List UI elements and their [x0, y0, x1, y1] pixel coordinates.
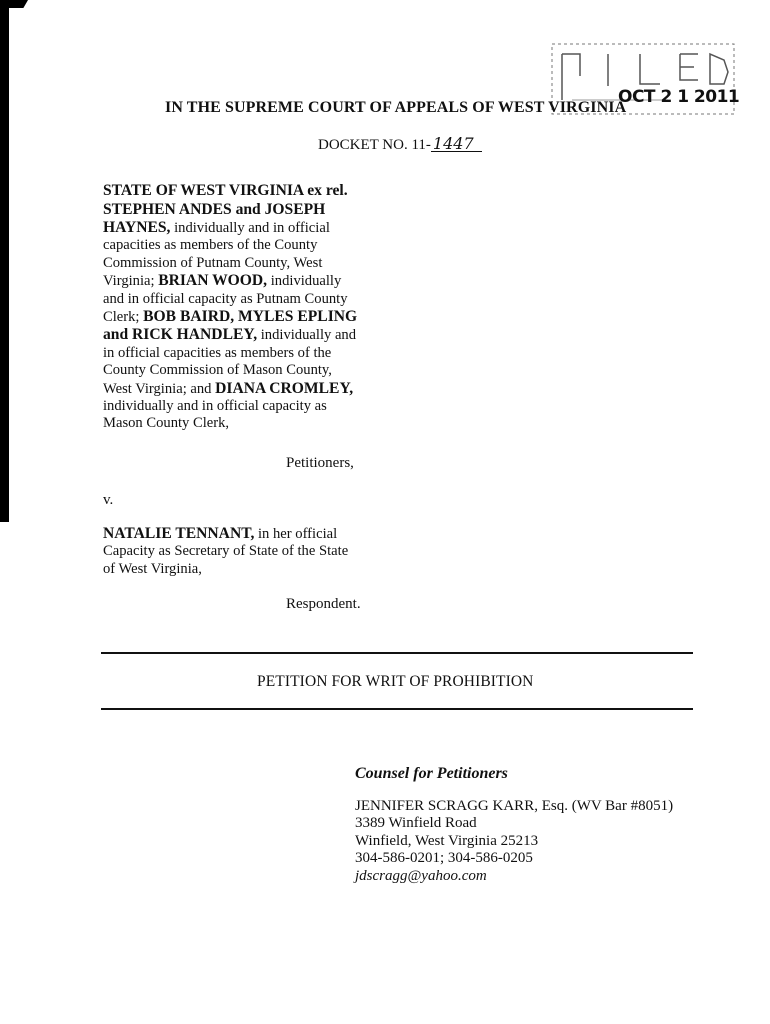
caption-text: individually and in official [170, 220, 330, 236]
bottom-divider [101, 708, 693, 710]
party-name: HAYNES, [103, 219, 171, 236]
counsel-address-line: 3389 Winfield Road [355, 815, 477, 832]
caption-line: of West Virginia, [103, 560, 202, 577]
counsel-heading: Counsel for Petitioners [355, 765, 508, 782]
caption-line: STATE OF WEST VIRGINIA ex rel. [103, 182, 348, 199]
caption-text: in her official [254, 526, 338, 542]
counsel-email: jdscragg@yahoo.com [355, 867, 487, 884]
caption-line: STEPHEN ANDES and JOSEPH [103, 201, 326, 218]
caption-text: Clerk; [103, 309, 144, 326]
party-name: BOB BAIRD, MYLES EPLING [143, 308, 358, 326]
filed-stamp-date: OCT 2 1 2011 [618, 87, 740, 107]
caption-line [103, 380, 403, 398]
caption-text: Virginia; [103, 273, 159, 290]
party-name: and RICK HANDLEY, [103, 326, 258, 344]
counsel-block [355, 765, 735, 886]
caption-text: individually and [257, 327, 357, 344]
respondent-caption [103, 525, 403, 578]
caption-text: individually [267, 273, 342, 290]
counsel-address-line: Winfield, West Virginia 25213 [355, 832, 539, 849]
party-name: BRIAN WOOD, [158, 272, 268, 290]
caption-line: Capacity as Secretary of State of the State [103, 543, 349, 560]
docket-prefix: DOCKET NO. 11- [318, 137, 431, 153]
scan-edge-mark [0, 0, 9, 522]
caption-line [103, 219, 403, 237]
party-name: NATALIE TENNANT, [103, 525, 255, 542]
caption-line [103, 525, 403, 543]
court-title: IN THE SUPREME COURT OF APPEALS OF WEST VIRGINIA [165, 99, 627, 116]
caption-line [103, 272, 403, 290]
caption-line: Mason County Clerk, [103, 415, 230, 432]
versus-label: v. [103, 492, 114, 508]
top-divider [101, 652, 693, 654]
counsel-name: JENNIFER SCRAGG KARR, Esq. (WV Bar #8051) [355, 797, 674, 814]
party-name: DIANA CROMLEY, [215, 379, 354, 397]
caption-line: Commission of Putnam County, West [103, 254, 323, 271]
caption-line: individually and in official capacity as [103, 398, 327, 415]
caption-line [103, 308, 403, 326]
caption-line: in official capacities as members of the [103, 344, 332, 361]
petitioners-caption [103, 181, 403, 433]
respondent-label: Respondent. [286, 596, 361, 612]
caption-text: West Virginia; and [103, 380, 216, 397]
caption-line: and in official capacity as Putnam County [103, 290, 348, 307]
caption-line: County Commission of Mason County, [103, 362, 332, 379]
docket-handwritten-number: 1447 [431, 137, 482, 152]
petition-title: PETITION FOR WRIT OF PROHIBITION [257, 673, 534, 690]
caption-line [103, 326, 403, 344]
docket-number [318, 134, 482, 154]
caption-line: capacities as members of the County [103, 237, 318, 254]
counsel-phones: 304-586-0201; 304-586-0205 [355, 850, 533, 867]
petitioners-label: Petitioners, [286, 455, 354, 471]
